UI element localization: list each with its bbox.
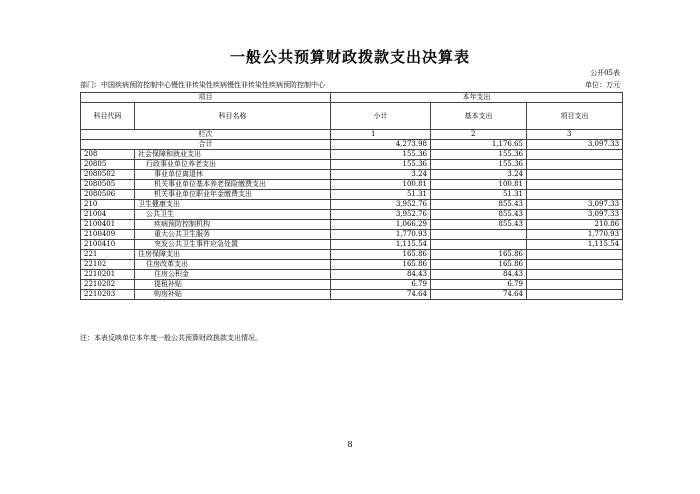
header-project-expense: 项目支出 bbox=[527, 103, 623, 130]
table-row bbox=[81, 260, 623, 270]
total-subtotal: 4,273.98 bbox=[331, 140, 431, 150]
row-basic: 84.43 bbox=[431, 270, 527, 280]
row-basic: 855.43 bbox=[431, 210, 527, 220]
row-subtotal: 3,952.76 bbox=[331, 210, 431, 220]
row-code: 221 bbox=[81, 250, 135, 260]
row-project bbox=[527, 280, 623, 290]
row-code: 2080502 bbox=[81, 170, 135, 180]
form-number: 公开05表 bbox=[590, 69, 620, 77]
table-row bbox=[81, 240, 623, 250]
row-code: 20805 bbox=[81, 160, 135, 170]
header-current-year-expense: 本年支出 bbox=[331, 93, 623, 103]
row-name: 住房改革支出 bbox=[135, 260, 331, 270]
row-subtotal: 100.81 bbox=[331, 180, 431, 190]
row-basic: 74.64 bbox=[431, 290, 527, 300]
expenditure-table bbox=[80, 92, 623, 300]
row-code: 22102 bbox=[81, 260, 135, 270]
header-subtotal: 小计 bbox=[331, 103, 431, 130]
header-basic-expense: 基本支出 bbox=[431, 103, 527, 130]
row-basic: 155.36 bbox=[431, 150, 527, 160]
row-code: 2100409 bbox=[81, 230, 135, 240]
total-project: 3,097.33 bbox=[527, 140, 623, 150]
row-subtotal: 3.24 bbox=[331, 170, 431, 180]
row-subtotal: 74.64 bbox=[331, 290, 431, 300]
row-subtotal: 6.79 bbox=[331, 280, 431, 290]
total-row bbox=[81, 140, 623, 150]
header-row-2 bbox=[81, 103, 623, 130]
row-basic bbox=[431, 240, 527, 250]
row-basic: 855.43 bbox=[431, 200, 527, 210]
row-name: 提租补贴 bbox=[135, 280, 331, 290]
table-row bbox=[81, 180, 623, 190]
row-project: 1,770.93 bbox=[527, 230, 623, 240]
row-code: 2100410 bbox=[81, 240, 135, 250]
row-basic: 3.24 bbox=[431, 170, 527, 180]
column-label: 栏次 bbox=[81, 130, 331, 140]
table-row bbox=[81, 190, 623, 200]
table-row bbox=[81, 160, 623, 170]
row-code: 208 bbox=[81, 150, 135, 160]
row-name: 购房补贴 bbox=[135, 290, 331, 300]
table-row bbox=[81, 280, 623, 290]
report-title: 一般公共预算财政拨款支出决算表 bbox=[229, 48, 470, 66]
unit-label: 单位：万元 bbox=[585, 81, 620, 89]
page-number: 8 bbox=[347, 440, 353, 449]
table-row bbox=[81, 270, 623, 280]
row-project bbox=[527, 290, 623, 300]
row-project bbox=[527, 160, 623, 170]
row-project: 1,115.54 bbox=[527, 240, 623, 250]
row-project bbox=[527, 260, 623, 270]
column-number-row bbox=[81, 130, 623, 140]
row-name: 疾病预防控制机构 bbox=[135, 220, 331, 230]
header-subject-code: 科目代码 bbox=[81, 103, 135, 130]
row-basic: 165.86 bbox=[431, 250, 527, 260]
row-code: 2080505 bbox=[81, 180, 135, 190]
row-project: 210.86 bbox=[527, 220, 623, 230]
row-code: 21004 bbox=[81, 210, 135, 220]
row-code: 2100401 bbox=[81, 220, 135, 230]
row-code: 2080506 bbox=[81, 190, 135, 200]
table-row bbox=[81, 210, 623, 220]
row-name: 住房公积金 bbox=[135, 270, 331, 280]
column-number-1: 1 bbox=[331, 130, 431, 140]
table-row bbox=[81, 200, 623, 210]
header-row-1 bbox=[81, 93, 623, 103]
row-name: 卫生健康支出 bbox=[135, 200, 331, 210]
row-subtotal: 84.43 bbox=[331, 270, 431, 280]
row-basic: 100.81 bbox=[431, 180, 527, 190]
row-subtotal: 155.36 bbox=[331, 150, 431, 160]
row-project bbox=[527, 270, 623, 280]
row-basic: 165.86 bbox=[431, 260, 527, 270]
row-subtotal: 1,770.93 bbox=[331, 230, 431, 240]
row-project bbox=[527, 150, 623, 160]
row-code: 2210202 bbox=[81, 280, 135, 290]
row-name: 行政事业单位养老支出 bbox=[135, 160, 331, 170]
row-basic bbox=[431, 230, 527, 240]
row-name: 社会保障和就业支出 bbox=[135, 150, 331, 160]
row-subtotal: 165.86 bbox=[331, 260, 431, 270]
table-row bbox=[81, 170, 623, 180]
table-row bbox=[81, 230, 623, 240]
table-row bbox=[81, 220, 623, 230]
table-row bbox=[81, 250, 623, 260]
row-subtotal: 1,115.54 bbox=[331, 240, 431, 250]
row-project bbox=[527, 190, 623, 200]
row-name: 住房保障支出 bbox=[135, 250, 331, 260]
column-number-3: 3 bbox=[527, 130, 623, 140]
row-name: 机关事业单位职业年金缴费支出 bbox=[135, 190, 331, 200]
column-number-2: 2 bbox=[431, 130, 527, 140]
row-project bbox=[527, 180, 623, 190]
row-code: 2210201 bbox=[81, 270, 135, 280]
header-subject-name: 科目名称 bbox=[135, 103, 331, 130]
row-subtotal: 1,066.29 bbox=[331, 220, 431, 230]
row-basic: 51.31 bbox=[431, 190, 527, 200]
row-name: 事业单位离退休 bbox=[135, 170, 331, 180]
row-project: 3,097.33 bbox=[527, 210, 623, 220]
row-project bbox=[527, 170, 623, 180]
row-basic: 6.79 bbox=[431, 280, 527, 290]
row-subtotal: 165.86 bbox=[331, 250, 431, 260]
row-name: 重大公共卫生服务 bbox=[135, 230, 331, 240]
table-row bbox=[81, 290, 623, 300]
row-name: 突发公共卫生事件应急处置 bbox=[135, 240, 331, 250]
table-row bbox=[81, 150, 623, 160]
row-subtotal: 3,952.76 bbox=[331, 200, 431, 210]
total-label: 合计 bbox=[81, 140, 331, 150]
header-project: 项目 bbox=[81, 93, 331, 103]
row-project: 3,097.33 bbox=[527, 200, 623, 210]
row-name: 公共卫生 bbox=[135, 210, 331, 220]
footnote: 注：本表反映单位本年度一般公共预算财政拨款支出情况。 bbox=[80, 334, 262, 342]
row-name: 机关事业单位基本养老保险缴费支出 bbox=[135, 180, 331, 190]
row-basic: 155.36 bbox=[431, 160, 527, 170]
row-code: 2210203 bbox=[81, 290, 135, 300]
row-subtotal: 155.36 bbox=[331, 160, 431, 170]
row-project bbox=[527, 250, 623, 260]
department-label: 部门：中国疾病预防控制中心慢性非传染性疾病慢性非传染性疾病预防控制中心 bbox=[80, 81, 325, 89]
row-basic: 855.43 bbox=[431, 220, 527, 230]
row-subtotal: 51.31 bbox=[331, 190, 431, 200]
total-basic: 1,176.65 bbox=[431, 140, 527, 150]
row-code: 210 bbox=[81, 200, 135, 210]
